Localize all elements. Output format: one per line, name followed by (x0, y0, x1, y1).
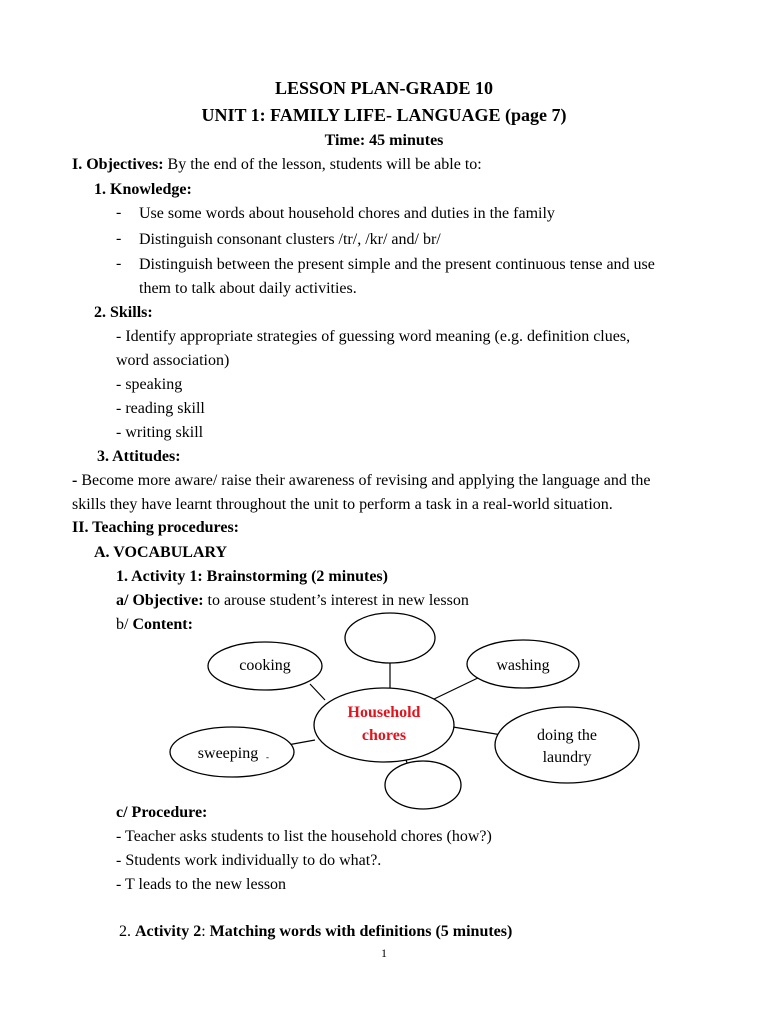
objectives-intro: By the end of the lesson, students will be able to: (163, 156, 482, 173)
sweeping-mark: - (266, 752, 269, 762)
attitudes-line: - Become more aware/ raise their awareness of revising and applying the language and the (72, 472, 651, 489)
page-number: 1 (381, 946, 387, 960)
laundry-node (495, 707, 639, 783)
procedure-line: - T leads to the new lesson (116, 876, 287, 893)
knowledge-item-continued: them to talk about daily activities. (139, 280, 357, 297)
unit-title: UNIT 1: FAMILY LIFE- LANGUAGE (page 7) (201, 105, 567, 125)
washing-label: washing (496, 657, 550, 674)
activity2-heading: 2. Activity 2: Matching words with definitions (5 minutes) (119, 923, 513, 940)
section-vocabulary: A. VOCABULARY (94, 544, 228, 561)
connector-line (432, 676, 482, 700)
skills-line: - speaking (116, 376, 183, 393)
knowledge-item: Distinguish between the present simple and the present continuous tense and use (139, 256, 655, 273)
connector-line (453, 727, 502, 735)
attitudes-line: skills they have learnt throughout the unit to perform a task in a real-world situation. (72, 496, 613, 513)
skills-line: word association) (116, 352, 230, 369)
knowledge-heading: 1. Knowledge: (94, 181, 192, 198)
skills-heading: 2. Skills: (94, 304, 153, 321)
center-label-line2: chores (361, 727, 407, 744)
empty-node-top (345, 613, 435, 663)
procedures-heading: II. Teaching procedures: (72, 519, 239, 536)
center-node (314, 688, 454, 762)
bullet-dash: - (116, 255, 122, 272)
sweeping-label: sweeping (197, 745, 259, 762)
procedure-heading: c/ Procedure: (116, 804, 208, 821)
knowledge-item: Distinguish consonant clusters /tr/, /kr/ and/ br/ (139, 231, 441, 248)
procedure-line: - Teacher asks students to list the household chores (how?) (116, 828, 492, 845)
activity1-objective: a/ Objective: to arouse student’s interest in new lesson (116, 592, 469, 609)
center-label-line1: Household (347, 704, 421, 721)
empty-node-bottom (385, 761, 461, 809)
cooking-label: cooking (239, 657, 291, 674)
bullet-dash: - (116, 204, 122, 221)
activity1-heading: 1. Activity 1: Brainstorming (2 minutes) (116, 568, 388, 585)
activity1-content: b/ Content: (116, 616, 193, 633)
lesson-time: Time: 45 minutes (324, 132, 444, 149)
skills-line: - reading skill (116, 400, 205, 417)
skills-line: - writing skill (116, 424, 204, 441)
connector-line (310, 684, 325, 700)
lesson-title: LESSON PLAN-GRADE 10 (274, 78, 494, 98)
knowledge-item: Use some words about household chores and duties in the family (139, 205, 555, 222)
procedure-line: - Students work individually to do what?. (116, 852, 382, 869)
laundry-label-line1: doing the (537, 727, 597, 744)
laundry-label-line2: laundry (542, 749, 592, 766)
objectives-heading: I. Objectives: (72, 156, 164, 173)
attitudes-heading: 3. Attitudes: (97, 448, 181, 465)
bullet-dash: - (116, 230, 122, 247)
skills-line: - Identify appropriate strategies of guessing word meaning (e.g. definition clues, (116, 328, 631, 345)
